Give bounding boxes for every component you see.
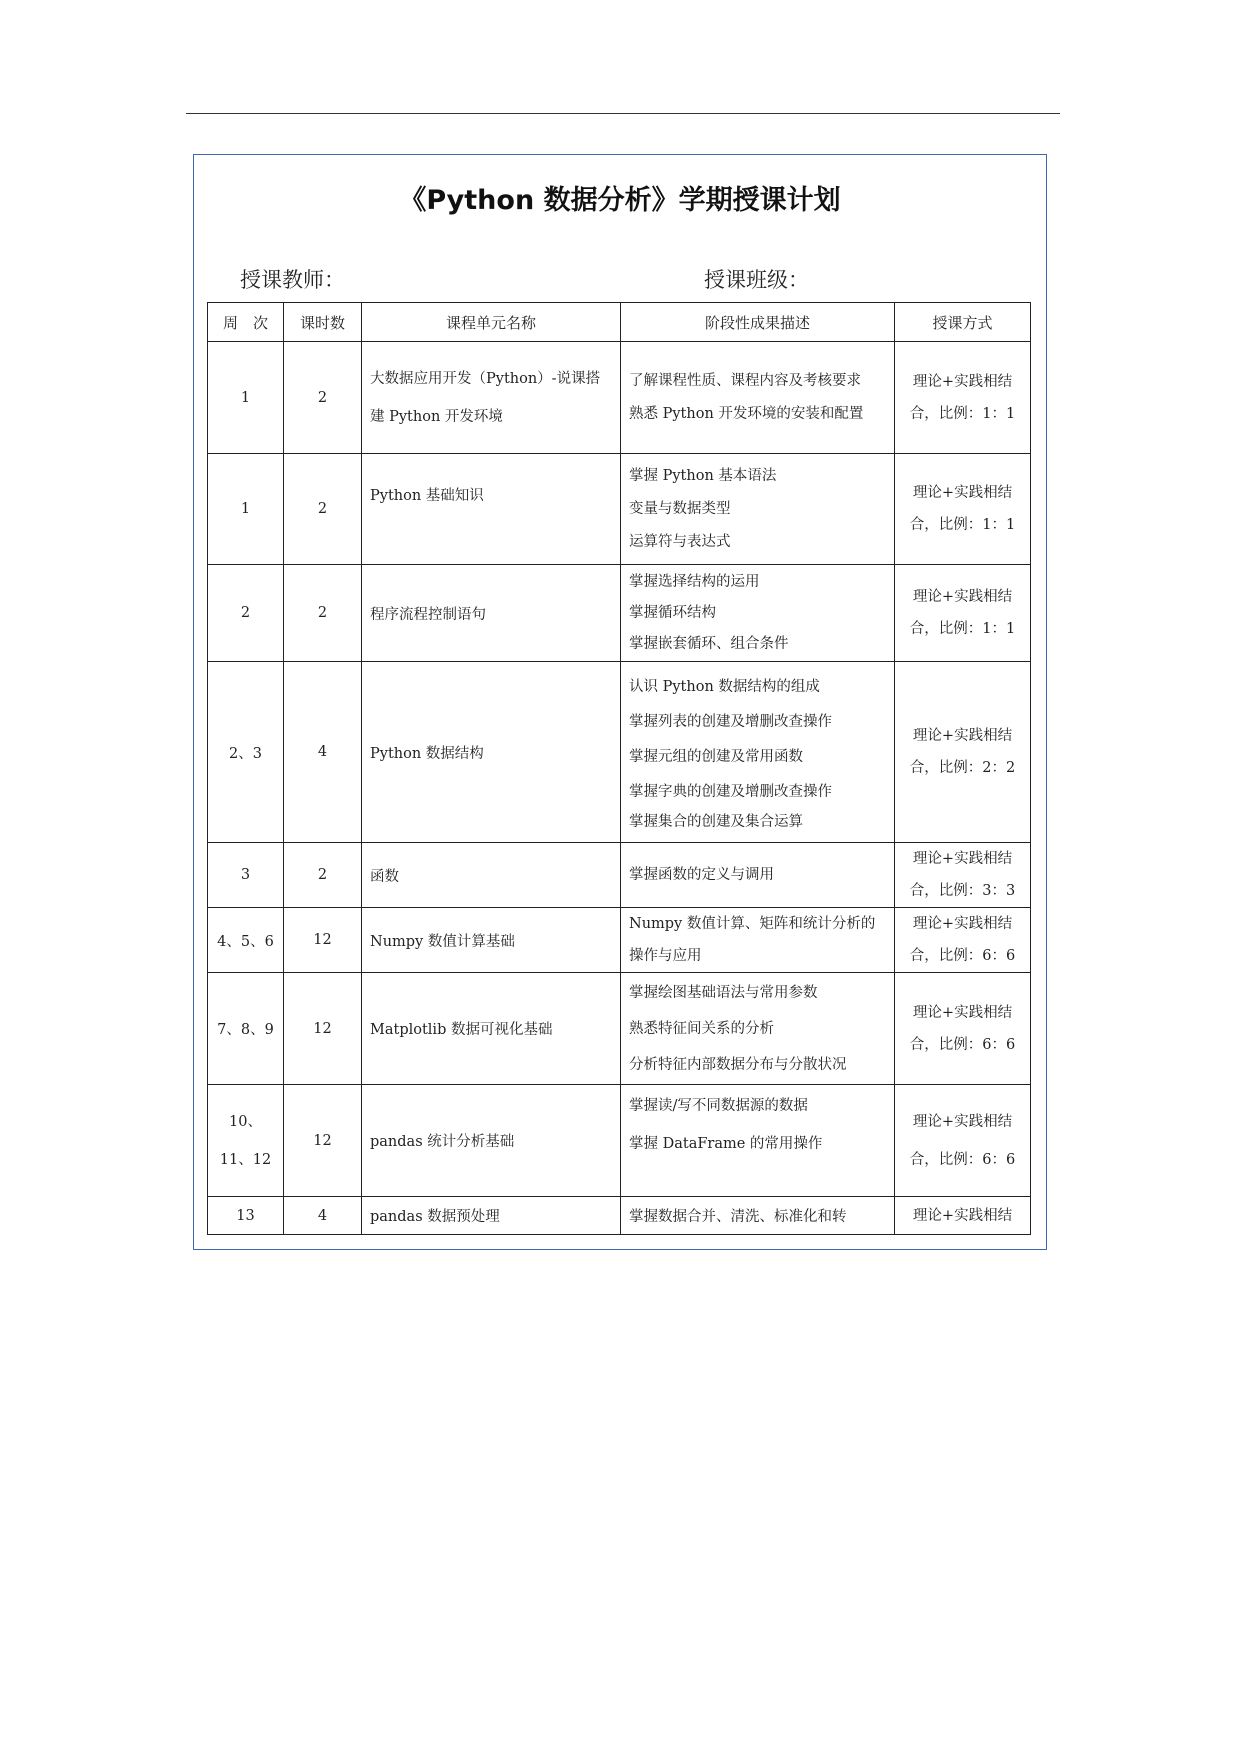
table-row [208, 454, 1031, 565]
header-method: 授课方式 [895, 303, 1031, 342]
cell-hours: 2 [284, 342, 362, 454]
cell-method: 理论+实践相结合，比例：6：6 [895, 908, 1031, 973]
cell-hours: 12 [284, 1085, 362, 1197]
outcome-line: 掌握 DataFrame 的常用操作 [629, 1136, 823, 1152]
cell-week: 13 [208, 1197, 284, 1235]
page-header-rule [186, 113, 1060, 114]
cell-unit: Matplotlib 数据可视化基础 [362, 973, 621, 1085]
table-row [208, 662, 1031, 843]
table-row [208, 565, 1031, 662]
outcome-line: 了解课程性质、课程内容及考核要求 [629, 372, 861, 389]
cell-method: 理论+实践相结 [895, 1197, 1031, 1235]
outcome-line: 掌握选择结构的运用 [629, 573, 760, 590]
table-row [208, 1085, 1031, 1197]
cell-unit: 函数 [362, 843, 621, 908]
cell-method: 理论+实践相结合，比例：1：1 [895, 342, 1031, 454]
header-hours: 课时数 [284, 303, 362, 342]
outcome-line: 掌握元组的创建及常用函数 [629, 748, 803, 765]
outcome-line: 分析特征内部数据分布与分散状况 [629, 1056, 847, 1073]
cell-method: 理论+实践相结合，比例：1：1 [895, 454, 1031, 565]
outcome-line: 掌握函数的定义与调用 [629, 866, 774, 883]
cell-week: 1 [208, 342, 284, 454]
cell-week: 4、5、6 [208, 908, 284, 973]
table-row [208, 843, 1031, 908]
table-header-row [208, 303, 1031, 342]
cell-unit: 大数据应用开发（Python）-说课搭建 Python 开发环境 [370, 370, 601, 425]
teaching-plan-table [207, 302, 1031, 1235]
cell-method: 理论+实践相结合，比例：2：2 [895, 662, 1031, 843]
cell-method: 理论+实践相结合，比例：1：1 [895, 565, 1031, 662]
outcome-line: 熟悉 Python 开发环境的安装和配置 [629, 405, 864, 422]
outcome-line: 熟悉特征间关系的分析 [629, 1020, 774, 1037]
outcome-line: Numpy 数值计算、矩阵和统计分析的操作与应用 [621, 908, 895, 973]
outcome-line: 掌握集合的创建及集合运算 [629, 813, 803, 830]
outcome-line: 掌握循环结构 [629, 604, 716, 621]
outcome-line: 掌握字典的创建及增删改查操作 [629, 783, 832, 800]
class-label: 授课班级： [704, 268, 809, 292]
header-unit: 课程单元名称 [362, 303, 621, 342]
cell-unit: Python 数据结构 [362, 662, 621, 843]
cell-hours: 2 [284, 454, 362, 565]
cell-unit: pandas 统计分析基础 [362, 1085, 621, 1197]
teacher-label: 授课教师： [240, 268, 345, 292]
header-week: 周 次 [208, 303, 284, 342]
page-title: 《Python 数据分析》学期授课计划 [399, 185, 841, 216]
cell-method: 理论+实践相结合，比例：3：3 [895, 843, 1031, 908]
cell-week: 1 [208, 454, 284, 565]
cell-hours: 2 [284, 565, 362, 662]
outcome-line: 变量与数据类型 [629, 500, 731, 517]
cell-method: 理论+实践相结合，比例：6：6 [895, 973, 1031, 1085]
cell-unit: Numpy 数值计算基础 [362, 908, 621, 973]
cell-week: 7、8、9 [208, 973, 284, 1085]
cell-unit: 程序流程控制语句 [362, 565, 621, 662]
table-row [208, 908, 1031, 973]
cell-hours: 4 [284, 662, 362, 843]
outcome-line: 认识 Python 数据结构的组成 [629, 678, 820, 695]
table-row [208, 342, 1031, 454]
outcome-line: 运算符与表达式 [629, 533, 731, 550]
cell-week: 2 [208, 565, 284, 662]
cell-week: 3 [208, 843, 284, 908]
cell-hours: 12 [284, 908, 362, 973]
cell-hours: 4 [284, 1197, 362, 1235]
cell-week: 2、3 [208, 662, 284, 843]
cell-unit: pandas 数据预处理 [362, 1197, 621, 1235]
outcome-line: 掌握数据合并、清洗、标准化和转 [621, 1197, 895, 1235]
cell-hours: 2 [284, 843, 362, 908]
cell-method: 理论+实践相结合，比例：6：6 [895, 1085, 1031, 1197]
outcome-line: 掌握列表的创建及增删改查操作 [629, 713, 832, 730]
header-outcome: 阶段性成果描述 [621, 303, 895, 342]
cell-hours: 12 [284, 973, 362, 1085]
outcome-line: 掌握嵌套循环、组合条件 [629, 635, 789, 652]
cell-week: 10、11、12 [208, 1085, 284, 1197]
outcome-line: 掌握绘图基础语法与常用参数 [629, 984, 818, 1001]
cell-unit: Python 基础知识 [370, 487, 484, 504]
outcome-line: 掌握读/写不同数据源的数据 [629, 1098, 808, 1114]
outcome-line: 掌握 Python 基本语法 [629, 467, 777, 484]
table-row [208, 973, 1031, 1085]
table-row [208, 1197, 1031, 1235]
